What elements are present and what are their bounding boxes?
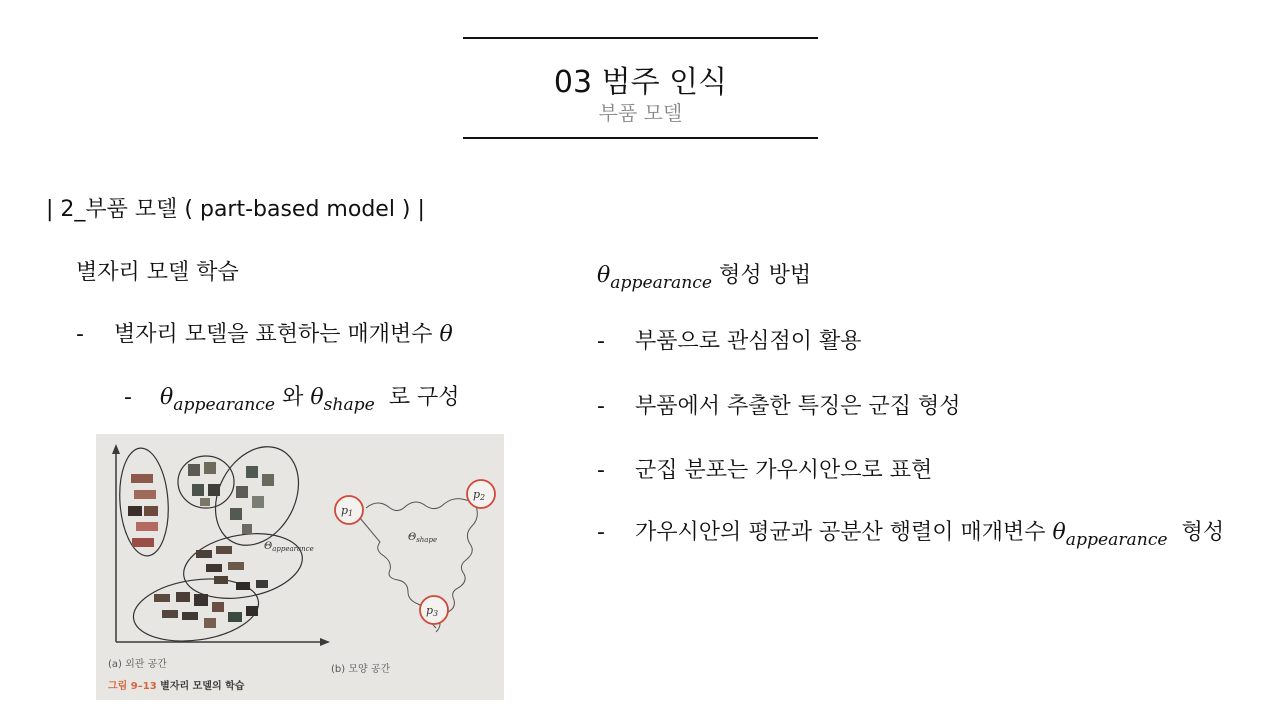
left-heading: 별자리 모델 학습 (76, 260, 239, 285)
section-heading: | 2_부품 모델 ( part-based model ) | (46, 197, 425, 222)
theta-appearance: $\theta_{appearance}$ (1052, 520, 1168, 550)
bullet-dash: - (597, 520, 605, 545)
node-p2 (467, 480, 495, 508)
figure-label-a: (a) 외관 공간 (108, 659, 167, 670)
right-bullet-3-text: 군집 분포는 가우시안으로 표현 (635, 458, 933, 483)
figure-number: 그림 9–13 (108, 681, 157, 692)
figure-caption-text: 별자리 모델의 학습 (160, 681, 245, 692)
theta-appearance-label: $\Theta_{appearance}$ (264, 541, 314, 553)
node-p1 (335, 496, 363, 524)
connector-text: 와 (282, 385, 304, 410)
title-bottom-rule (463, 137, 818, 139)
suffix-text: 로 구성 (388, 385, 460, 410)
right-bullet-1 (597, 324, 862, 355)
right-bullet-4-suffix: 형성 (1181, 520, 1225, 545)
bullet-dash: - (597, 394, 605, 419)
bullet-dash: - (597, 458, 605, 483)
left-bullet-1-text: 별자리 모델을 표현하는 매개변수 (114, 322, 433, 347)
theta-appearance: $\theta_{appearance}$ (160, 385, 276, 415)
page-title: 03 범주 인식 (553, 65, 728, 100)
right-bullet-2-text: 부품에서 추출한 특징은 군집 형성 (635, 394, 961, 419)
theta-symbol: θ (439, 322, 453, 347)
figure-caption (108, 677, 244, 692)
right-bullet-4 (597, 515, 1224, 550)
right-bullet-1-text: 부품으로 관심점이 활용 (635, 329, 862, 354)
svg-text:p1: p1 (341, 504, 354, 518)
right-heading (597, 258, 811, 293)
node-p3 (420, 596, 448, 624)
title-top-rule (463, 37, 818, 39)
bullet-dash: - (124, 385, 132, 410)
right-bullet-3 (597, 453, 932, 484)
theta-shape: $\theta_{shape}$ (310, 385, 375, 415)
bullet-dash: - (76, 322, 84, 347)
theta-shape-label: $\Theta_{shape}$ (408, 532, 438, 544)
right-heading-suffix: 형성 방법 (719, 263, 812, 288)
left-bullet-1 (76, 317, 453, 348)
svg-text:p3: p3 (426, 604, 439, 618)
right-bullet-2 (597, 389, 961, 420)
left-sub-bullet (124, 380, 460, 415)
constellation-model-figure (96, 434, 504, 700)
bullet-dash: - (597, 329, 605, 354)
svg-text:p2: p2 (473, 488, 486, 502)
right-bullet-4-text: 가우시안의 평균과 공분산 행렬이 매개변수 (635, 520, 1046, 545)
figure-label-b: (b) 모양 공간 (331, 664, 391, 675)
theta-appearance: $\theta_{appearance}$ (597, 263, 713, 293)
page-subtitle: 부품 모델 (598, 101, 683, 125)
